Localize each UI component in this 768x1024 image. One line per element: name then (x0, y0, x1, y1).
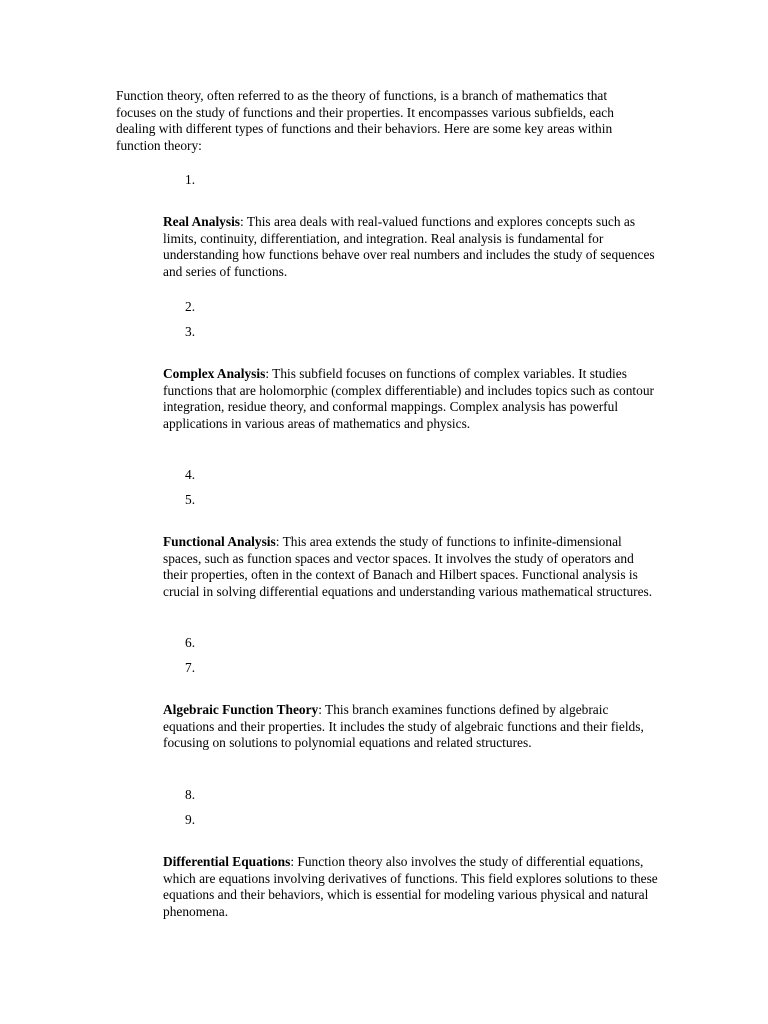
section-real-analysis (163, 214, 658, 280)
list-number: 4. (185, 467, 196, 482)
intro-paragraph: Function theory, often referred to as the theory of functions, is a branch of mathematics that focuses on the study of functions and their properties. It encompasses various subfields, each dealing with different types of functions and their behaviors. Here are some key areas within function theory: (116, 88, 614, 153)
section-algebraic-function-theory (163, 702, 658, 752)
section-text: : Function theory also involves the study of differential equations, which are equations involving derivatives of functions. This field explores solutions to these equations and their behaviors, which is essential for modeling various physical and natural phenomena. (163, 854, 658, 919)
list-number: 1. (185, 172, 196, 187)
section-term: Functional Analysis (163, 534, 276, 549)
section-term: Algebraic Function Theory (163, 702, 319, 717)
list-number: 5. (185, 492, 196, 507)
list-number: 3. (185, 324, 196, 339)
section-text: : This area deals with real-valued functions and explores concepts such as limits, continuity, differentiation, and integration. Real analysis is fundamental for understanding how functions behave over real numbers and includes the study of sequences and series of functions. (163, 214, 655, 279)
list-number: 2. (185, 299, 196, 314)
section-differential-equations (163, 854, 658, 920)
section-text: : This area extends the study of functions to infinite-dimensional spaces, such as function spaces and vector spaces. It involves the study of operators and their properties, often in the context of Banach and Hilbert spaces. Functional analysis is crucial in solving differential equations and understanding various mathematical structures. (163, 534, 653, 599)
section-term: Differential Equations (163, 854, 291, 869)
list-number: 9. (185, 812, 196, 827)
section-term: Real Analysis (163, 214, 241, 229)
list-number: 6. (185, 635, 196, 650)
section-text: : This subfield focuses on functions of complex variables. It studies functions that are holomorphic (complex differentiable) and includes topics such as contour integration, residue theory, and conformal mappings. Complex analysis has powerful applications in various areas of mathematics and physics. (163, 366, 654, 431)
list-number: 7. (185, 660, 196, 675)
list-number: 8. (185, 787, 196, 802)
section-complex-analysis (163, 366, 658, 432)
section-text: : This branch examines functions defined by algebraic equations and their properties. It includes the study of algebraic functions and their fields, focusing on solutions to polynomial equations and related structures. (163, 702, 644, 751)
section-term: Complex Analysis (163, 366, 266, 381)
section-functional-analysis (163, 534, 658, 600)
